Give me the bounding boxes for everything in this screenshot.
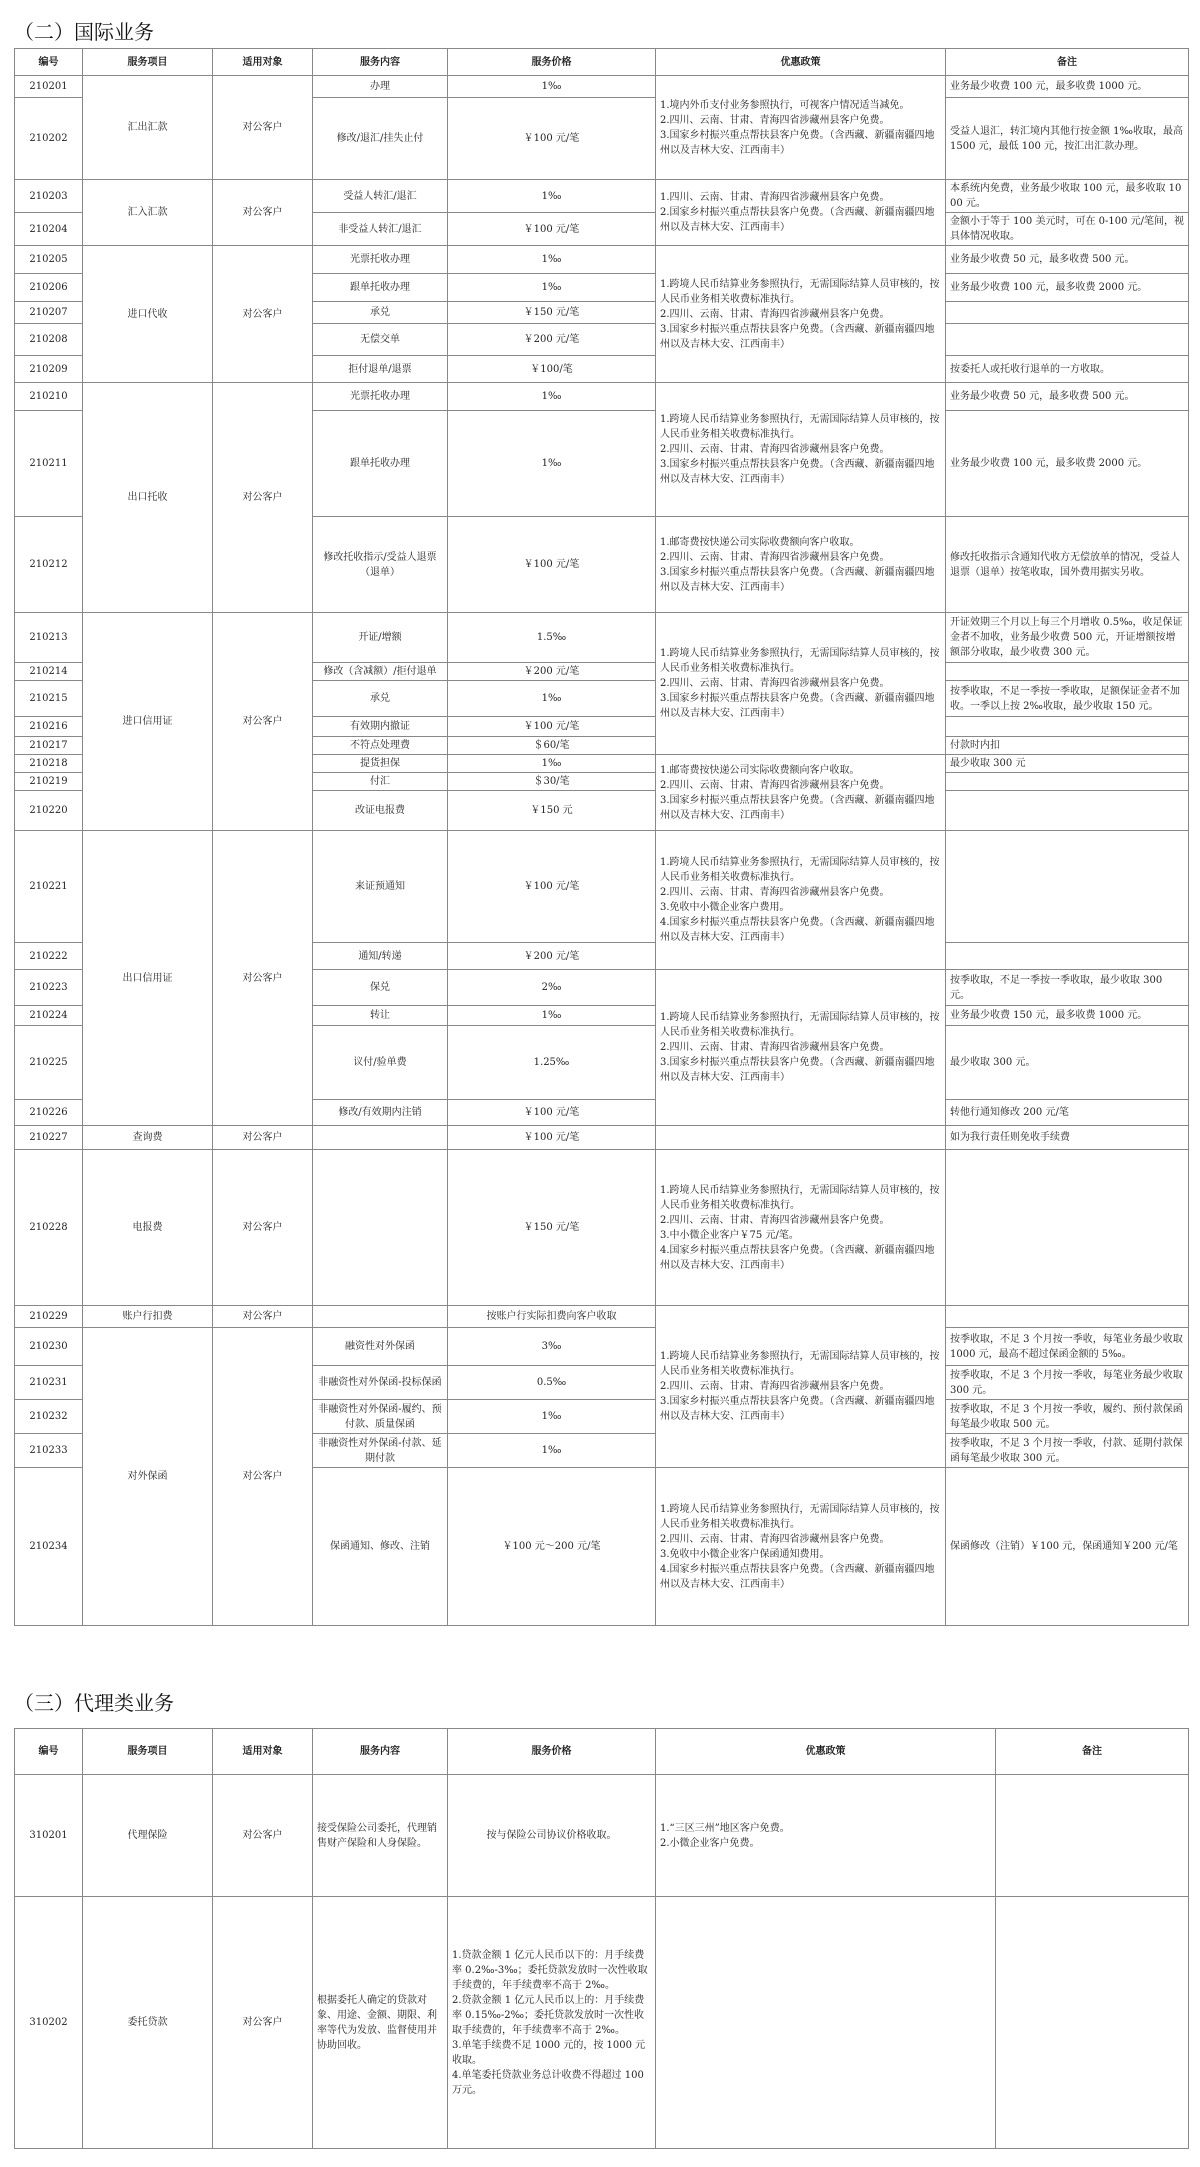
discount-policy: 1.跨境人民币结算业务参照执行，无需国际结算人员审核的，按人民币业务相关收费标准执行。 2.四川、云南、甘肃、青海四省涉藏州县客户免费。 3.免收中小微企业客户保函通知费用。 4.国家乡村振兴重点帮扶县客户免费。（含西藏、新疆南疆四地州以及吉林大安、江西南丰）	[656, 1468, 946, 1626]
table-row	[15, 1328, 1189, 1366]
service-content	[313, 1150, 448, 1306]
target-client: 对公客户	[213, 1897, 313, 2149]
service-price: ￥200 元/笔	[448, 943, 656, 970]
service-content: 修改（含减额）/拒付退单	[313, 663, 448, 681]
service-content: 保兑	[313, 970, 448, 1006]
row-code: 210218	[15, 755, 83, 773]
service-item: 委托贷款	[83, 1897, 213, 2149]
discount-policy: 1.四川、云南、甘肃、青海四省涉藏州县客户免费。 2.国家乡村振兴重点帮扶县客户免费。（含西藏、新疆南疆四地州以及吉林大安、江西南丰）	[656, 180, 946, 246]
remark	[946, 1306, 1189, 1328]
service-content: 无偿交单	[313, 324, 448, 356]
service-content: 议付/验单费	[313, 1026, 448, 1100]
row-code: 210209	[15, 356, 83, 383]
discount-policy: 1.邮寄费按快递公司实际收费额向客户收取。 2.四川、云南、甘肃、青海四省涉藏州县客户免费。 3.国家乡村振兴重点帮扶县客户免费。（含西藏、新疆南疆四地州以及吉林大安、江西南丰）	[656, 517, 946, 613]
remark: 如为我行责任则免收手续费	[946, 1126, 1189, 1150]
column-header: 备注	[996, 1729, 1189, 1775]
discount-policy: 1.跨境人民币结算业务参照执行，无需国际结算人员审核的，按人民币业务相关收费标准执行。 2.四川、云南、甘肃、青海四省涉藏州县客户免费。 3.国家乡村振兴重点帮扶县客户免费。（含西藏、新疆南疆四地州以及吉林大安、江西南丰）	[656, 613, 946, 755]
table-row	[15, 180, 1189, 213]
service-content: 来证预通知	[313, 831, 448, 943]
service-price: ￥100/笔	[448, 356, 656, 383]
service-price: 1.贷款金额 1 亿元人民币以下的：月手续费率 0.2‰-3‰；委托贷款发放时一次性收取手续费的，年手续费率不高于 2‰。 2.贷款金额 1 亿元人民币以上的：月手续费率 0.15‰-2‰；委托贷款发放时一次性收取手续费的，年手续费率不高于 2‰。 3.单笔手续费不足 1000 元的，按 1000 元收取。 4.单笔委托贷款业务总计收费不得超过 100 万元。	[448, 1897, 656, 2149]
column-header: 服务项目	[83, 1729, 213, 1775]
row-code: 210226	[15, 1100, 83, 1126]
row-code: 210201	[15, 76, 83, 98]
service-content: 不符点处理费	[313, 737, 448, 755]
remark: 按季收取，不足 3 个月按一季收，履约、预付款保函每笔最少收取 500 元。	[946, 1400, 1189, 1434]
service-price: ￥150 元/笔	[448, 302, 656, 324]
service-price: 1‰	[448, 383, 656, 411]
service-content: 光票托收办理	[313, 246, 448, 274]
service-price: 1‰	[448, 246, 656, 274]
remark	[946, 324, 1189, 356]
remark	[946, 831, 1189, 943]
service-item: 出口信用证	[83, 831, 213, 1126]
service-content: 付汇	[313, 773, 448, 791]
service-price: ￥200 元/笔	[448, 324, 656, 356]
remark: 最少收取 300 元。	[946, 1026, 1189, 1100]
remark	[946, 1150, 1189, 1306]
service-price: 1.25‰	[448, 1026, 656, 1100]
row-code: 310202	[15, 1897, 83, 2149]
service-price: 1‰	[448, 76, 656, 98]
service-content: 受益人转汇/退汇	[313, 180, 448, 213]
row-code: 210221	[15, 831, 83, 943]
discount-policy: 1.“三区三州”地区客户免费。 2.小微企业客户免费。	[656, 1775, 996, 1897]
service-price: 1‰	[448, 1400, 656, 1434]
row-code: 210223	[15, 970, 83, 1006]
discount-policy: 1.跨境人民币结算业务参照执行，无需国际结算人员审核的，按人民币业务相关收费标准执行。 2.四川、云南、甘肃、青海四省涉藏州县客户免费。 3.中小微企业客户￥75 元/笔。 4.国家乡村振兴重点帮扶县客户免费。（含西藏、新疆南疆四地州以及吉林大安、江西南丰）	[656, 1150, 946, 1306]
column-header: 优惠政策	[656, 49, 946, 76]
remark: 金额小于等于 100 美元时，可在 0-100 元/笔间，视具体情况收取。	[946, 213, 1189, 246]
table-row	[15, 831, 1189, 943]
row-code: 210217	[15, 737, 83, 755]
row-code: 210234	[15, 1468, 83, 1626]
service-content: 有效期内撤证	[313, 717, 448, 737]
target-client: 对公客户	[213, 1328, 313, 1626]
service-content: 跟单托收办理	[313, 411, 448, 517]
row-code: 210232	[15, 1400, 83, 1434]
remark	[946, 717, 1189, 737]
row-code: 210231	[15, 1366, 83, 1400]
discount-policy	[656, 1897, 996, 2149]
remark: 业务最少收费 50 元，最多收费 500 元。	[946, 383, 1189, 411]
service-content: 修改/有效期内注销	[313, 1100, 448, 1126]
column-header: 编号	[15, 49, 83, 76]
service-item: 电报费	[83, 1150, 213, 1306]
service-price: ￥100 元/笔	[448, 1100, 656, 1126]
remark	[946, 302, 1189, 324]
service-content: 修改托收指示/受益人退票（退单）	[313, 517, 448, 613]
remark: 受益人退汇，转汇境内其他行按金额 1‰收取，最高 1500 元，最低 100 元，按汇出汇款办理。	[946, 98, 1189, 180]
remark: 开证效期三个月以上每三个月增收 0.5‰，收足保证金者不加收，业务最少收费 500 元，开证增额按增额部分收取，最少收费 300 元。	[946, 613, 1189, 663]
service-price: 1‰	[448, 681, 656, 717]
service-content: 提货担保	[313, 755, 448, 773]
service-price: ￥100 元～200 元/笔	[448, 1468, 656, 1626]
service-price: 1‰	[448, 274, 656, 302]
service-price: ￥150 元/笔	[448, 1150, 656, 1306]
service-price: ￥100 元/笔	[448, 213, 656, 246]
remark: 业务最少收费 100 元，最多收费 2000 元。	[946, 411, 1189, 517]
table-row	[15, 1306, 1189, 1328]
row-code: 210225	[15, 1026, 83, 1100]
remark: 按季收取，不足一季按一季收取，最少收取 300 元。	[946, 970, 1189, 1006]
row-code: 210202	[15, 98, 83, 180]
column-header: 编号	[15, 1729, 83, 1775]
discount-policy: 1.邮寄费按快递公司实际收费额向客户收取。 2.四川、云南、甘肃、青海四省涉藏州县客户免费。 3.国家乡村振兴重点帮扶县客户免费。（含西藏、新疆南疆四地州以及吉林大安、江西南丰）	[656, 755, 946, 831]
row-code: 210203	[15, 180, 83, 213]
row-code: 210210	[15, 383, 83, 411]
remark	[946, 773, 1189, 791]
service-content: 非受益人转汇/退汇	[313, 213, 448, 246]
service-content: 跟单托收办理	[313, 274, 448, 302]
service-item: 汇出汇款	[83, 76, 213, 180]
discount-policy: 1.跨境人民币结算业务参照执行，无需国际结算人员审核的，按人民币业务相关收费标准执行。 2.四川、云南、甘肃、青海四省涉藏州县客户免费。 3.国家乡村振兴重点帮扶县客户免费。（含西藏、新疆南疆四地州以及吉林大安、江西南丰）	[656, 1306, 946, 1468]
target-client: 对公客户	[213, 383, 313, 613]
service-price: ￥200 元/笔	[448, 663, 656, 681]
row-code: 210212	[15, 517, 83, 613]
table-header-row	[15, 1729, 1189, 1775]
service-price: ￥100 元/笔	[448, 717, 656, 737]
international-fee-table	[14, 48, 1189, 1626]
remark: 按季收取，不足 3 个月按一季收，付款、延期付款保函每笔最少收取 300 元。	[946, 1434, 1189, 1468]
service-item: 对外保函	[83, 1328, 213, 1626]
section-title-agency: （三）代理类业务	[14, 1691, 174, 1715]
service-price: ＄60/笔	[448, 737, 656, 755]
service-content	[313, 1126, 448, 1150]
service-content: 承兑	[313, 302, 448, 324]
service-content: 通知/转递	[313, 943, 448, 970]
remark: 按季收取，不足 3 个月按一季收，每笔业务最少收取 1000 元，最高不超过保函金额的 5‰。	[946, 1328, 1189, 1366]
service-price: 1‰	[448, 1434, 656, 1468]
row-code: 210208	[15, 324, 83, 356]
row-code: 210204	[15, 213, 83, 246]
row-code: 210213	[15, 613, 83, 663]
row-code: 210233	[15, 1434, 83, 1468]
service-content: 根据委托人确定的贷款对象、用途、金额、期限、利率等代为发放、监督使用并协助回收。	[313, 1897, 448, 2149]
service-content: 拒付退单/退票	[313, 356, 448, 383]
remark	[996, 1897, 1189, 2149]
service-item: 查询费	[83, 1126, 213, 1150]
service-price: 按账户行实际扣费向客户收取	[448, 1306, 656, 1328]
row-code: 210205	[15, 246, 83, 274]
service-content	[313, 1306, 448, 1328]
remark: 按季收取，不足 3 个月按一季收，每笔业务最少收取 300 元。	[946, 1366, 1189, 1400]
row-code: 310201	[15, 1775, 83, 1897]
service-price: ＄30/笔	[448, 773, 656, 791]
discount-policy: 1.跨境人民币结算业务参照执行，无需国际结算人员审核的，按人民币业务相关收费标准执行。 2.四川、云南、甘肃、青海四省涉藏州县客户免费。 3.国家乡村振兴重点帮扶县客户免费。（含西藏、新疆南疆四地州以及吉林大安、江西南丰）	[656, 383, 946, 517]
table-row	[15, 1775, 1189, 1897]
remark: 业务最少收费 100 元，最多收费 1000 元。	[946, 76, 1189, 98]
service-content: 保函通知、修改、注销	[313, 1468, 448, 1626]
service-item: 账户行扣费	[83, 1306, 213, 1328]
service-price: 2‰	[448, 970, 656, 1006]
service-content: 办理	[313, 76, 448, 98]
row-code: 210206	[15, 274, 83, 302]
row-code: 210222	[15, 943, 83, 970]
section-title-international: （二）国际业务	[14, 20, 154, 44]
service-price: 1‰	[448, 411, 656, 517]
discount-policy: 1.境内外币支付业务参照执行，可视客户情况适当减免。 2.四川、云南、甘肃、青海四省涉藏州县客户免费。 3.国家乡村振兴重点帮扶县客户免费。（含西藏、新疆南疆四地州以及吉林大安、江西南丰）	[656, 76, 946, 180]
service-content: 修改/退汇/挂失止付	[313, 98, 448, 180]
discount-policy	[656, 1126, 946, 1150]
service-price: 按与保险公司协议价格收取。	[448, 1775, 656, 1897]
target-client: 对公客户	[213, 1306, 313, 1328]
remark: 保函修改（注销）￥100 元，保函通知￥200 元/笔	[946, 1468, 1189, 1626]
service-price: ￥150 元	[448, 791, 656, 831]
remark	[996, 1775, 1189, 1897]
service-price: ￥100 元/笔	[448, 831, 656, 943]
service-item: 代理保险	[83, 1775, 213, 1897]
row-code: 210215	[15, 681, 83, 717]
target-client: 对公客户	[213, 1775, 313, 1897]
target-client: 对公客户	[213, 246, 313, 383]
remark	[946, 791, 1189, 831]
remark	[946, 663, 1189, 681]
row-code: 210220	[15, 791, 83, 831]
row-code: 210228	[15, 1150, 83, 1306]
agency-fee-table	[14, 1728, 1189, 2149]
column-header: 服务内容	[313, 49, 448, 76]
row-code: 210216	[15, 717, 83, 737]
service-price: ￥100 元/笔	[448, 1126, 656, 1150]
service-price: ￥100 元/笔	[448, 517, 656, 613]
column-header: 服务内容	[313, 1729, 448, 1775]
row-code: 210214	[15, 663, 83, 681]
discount-policy: 1.跨境人民币结算业务参照执行，无需国际结算人员审核的，按人民币业务相关收费标准执行。 2.四川、云南、甘肃、青海四省涉藏州县客户免费。 3.国家乡村振兴重点帮扶县客户免费。（含西藏、新疆南疆四地州以及吉林大安、江西南丰）	[656, 246, 946, 383]
table-row	[15, 246, 1189, 274]
service-content: 光票托收办理	[313, 383, 448, 411]
remark: 付款时内扣	[946, 737, 1189, 755]
remark: 业务最少收费 100 元，最多收费 2000 元。	[946, 274, 1189, 302]
table-row	[15, 1126, 1189, 1150]
column-header: 服务价格	[448, 1729, 656, 1775]
service-content: 改证电报费	[313, 791, 448, 831]
service-item: 进口代收	[83, 246, 213, 383]
service-item: 汇入汇款	[83, 180, 213, 246]
service-price: 3‰	[448, 1328, 656, 1366]
service-item: 进口信用证	[83, 613, 213, 831]
column-header: 备注	[946, 49, 1189, 76]
service-price: 1‰	[448, 180, 656, 213]
service-price: 1.5‰	[448, 613, 656, 663]
service-item: 出口托收	[83, 383, 213, 613]
table-row	[15, 383, 1189, 411]
service-content: 接受保险公司委托，代理销售财产保险和人身保险。	[313, 1775, 448, 1897]
remark: 最少收取 300 元	[946, 755, 1189, 773]
row-code: 210229	[15, 1306, 83, 1328]
row-code: 210211	[15, 411, 83, 517]
remark	[946, 943, 1189, 970]
column-header: 适用对象	[213, 1729, 313, 1775]
column-header: 适用对象	[213, 49, 313, 76]
service-price: 1‰	[448, 1006, 656, 1026]
service-content: 开证/增额	[313, 613, 448, 663]
service-price: 0.5‰	[448, 1366, 656, 1400]
table-row	[15, 1897, 1189, 2149]
row-code: 210207	[15, 302, 83, 324]
target-client: 对公客户	[213, 76, 313, 180]
discount-policy: 1.跨境人民币结算业务参照执行，无需国际结算人员审核的，按人民币业务相关收费标准执行。 2.四川、云南、甘肃、青海四省涉藏州县客户免费。 3.国家乡村振兴重点帮扶县客户免费。（含西藏、新疆南疆四地州以及吉林大安、江西南丰）	[656, 970, 946, 1126]
target-client: 对公客户	[213, 1126, 313, 1150]
service-content: 非融资性对外保函-履约、预付款、质量保函	[313, 1400, 448, 1434]
column-header: 优惠政策	[656, 1729, 996, 1775]
row-code: 210219	[15, 773, 83, 791]
remark: 转他行通知修改 200 元/笔	[946, 1100, 1189, 1126]
row-code: 210230	[15, 1328, 83, 1366]
table-row	[15, 76, 1189, 98]
table-header-row	[15, 49, 1189, 76]
service-content: 非融资性对外保函-投标保函	[313, 1366, 448, 1400]
discount-policy: 1.跨境人民币结算业务参照执行，无需国际结算人员审核的，按人民币业务相关收费标准执行。 2.四川、云南、甘肃、青海四省涉藏州县客户免费。 3.免收中小微企业客户费用。 4.国家乡村振兴重点帮扶县客户免费。（含西藏、新疆南疆四地州以及吉林大安、江西南丰）	[656, 831, 946, 970]
row-code: 210224	[15, 1006, 83, 1026]
service-content: 融资性对外保函	[313, 1328, 448, 1366]
row-code: 210227	[15, 1126, 83, 1150]
service-price: 1‰	[448, 755, 656, 773]
service-price: ￥100 元/笔	[448, 98, 656, 180]
remark: 按委托人或托收行退单的一方收取。	[946, 356, 1189, 383]
service-content: 承兑	[313, 681, 448, 717]
column-header: 服务项目	[83, 49, 213, 76]
target-client: 对公客户	[213, 831, 313, 1126]
target-client: 对公客户	[213, 613, 313, 831]
remark: 本系统内免费，业务最少收取 100 元，最多收取 1000 元。	[946, 180, 1189, 213]
target-client: 对公客户	[213, 1150, 313, 1306]
remark: 业务最少收费 50 元，最多收费 500 元。	[946, 246, 1189, 274]
remark: 修改托收指示含通知代收方无偿放单的情况，受益人退票（退单）按笔收取，国外费用据实另收。	[946, 517, 1189, 613]
service-content: 转让	[313, 1006, 448, 1026]
remark: 按季收取，不足一季按一季收取，足额保证金者不加收。一季以上按 2‰收取，最少收取 150 元。	[946, 681, 1189, 717]
column-header: 服务价格	[448, 49, 656, 76]
table-row	[15, 613, 1189, 663]
remark: 业务最少收费 150 元，最多收费 1000 元。	[946, 1006, 1189, 1026]
target-client: 对公客户	[213, 180, 313, 246]
service-content: 非融资性对外保函-付款、延期付款	[313, 1434, 448, 1468]
table-row	[15, 1150, 1189, 1306]
